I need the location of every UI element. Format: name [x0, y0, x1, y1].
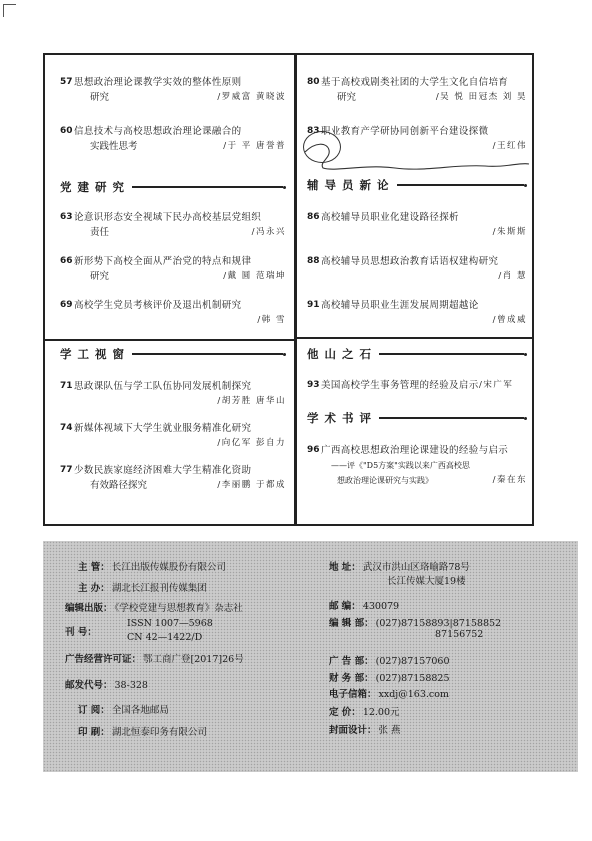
page-number: 60 — [60, 126, 73, 136]
article-subtitle: ——评《"D5方案"实践以来广西高校思 — [331, 461, 470, 470]
article-subtitle-cont: 想政治理论课研究与实践》 — [337, 476, 433, 485]
page-number: 96 — [307, 445, 320, 455]
article-title-cont: 责任 — [90, 227, 110, 238]
section-rule — [132, 353, 283, 355]
info-serial-number: 刊 号： ISSN 1007—5968 CN 42—1422/D — [65, 618, 213, 643]
page-number: 93 — [307, 380, 320, 390]
section-header-book-review — [307, 410, 527, 426]
article-title-cont: 研究 — [90, 271, 110, 282]
toc-entry[interactable] — [60, 124, 286, 154]
section-rule — [397, 184, 525, 186]
page-number: 71 — [60, 381, 73, 391]
toc-entry[interactable] — [60, 421, 286, 451]
article-title: 基于高校戏剧类社团的大学生文化自信培育 — [321, 77, 509, 88]
section-separator — [45, 339, 294, 341]
page-number: 91 — [307, 300, 320, 310]
toc-entry[interactable] — [307, 443, 527, 488]
toc-entry[interactable] — [60, 254, 286, 284]
article-title: 论意识形态安全视域下民办高校基层党组织 — [74, 212, 262, 223]
article-title: 高校辅导员职业生涯发展周期超越论 — [321, 300, 479, 311]
column-divider — [294, 53, 297, 526]
toc-entry[interactable] — [60, 75, 286, 105]
article-title: 新媒体视域下大学生就业服务精准化研究 — [74, 423, 252, 434]
info-email: 电子信箱： xxdj@163.com — [329, 689, 449, 700]
article-authors: /吴 悦 田冠杰 刘 昊 — [435, 92, 527, 102]
info-editor-publisher: 编辑出版： 《学校党建与思想教育》杂志社 — [65, 603, 243, 614]
toc-entry[interactable] — [60, 298, 286, 328]
article-authors: /肖 慧 — [498, 271, 527, 281]
article-title: 信息技术与高校思想政治理论课融合的 — [74, 126, 242, 137]
section-header-student-affairs — [60, 346, 286, 362]
info-sponsor: 主 办： 湖北长江报刊传媒集团 — [78, 583, 207, 594]
article-title: 高校学生党员考核评价及退出机制研究 — [74, 300, 242, 311]
article-title: 美国高校学生事务管理的经验及启示 — [321, 380, 479, 391]
article-authors: /冯永兴 — [251, 227, 286, 237]
info-supervisor: 主 管： 长江出版传媒股份有限公司 — [78, 562, 226, 573]
page-number: 74 — [60, 423, 73, 433]
section-label: 学术书评 — [307, 411, 377, 425]
info-postcode: 邮 编： 430079 — [329, 601, 400, 612]
info-ad-phone: 广 告 部： (027)87157060 — [329, 656, 450, 667]
page-number: 80 — [307, 77, 320, 87]
article-title: 思政课队伍与学工队伍协同发展机制探究 — [74, 381, 252, 392]
article-authors: /王红伟 — [492, 141, 527, 151]
article-authors: /罗威富 黄晓波 — [217, 92, 286, 102]
article-title-cont: 有效路径探究 — [90, 480, 148, 491]
info-ad-license: 广告经营许可证： 鄂工商广登[2017]26号 — [65, 654, 244, 665]
page-number: 63 — [60, 212, 73, 222]
page-number: 86 — [307, 212, 320, 222]
article-title-cont: 研究 — [337, 92, 357, 103]
info-address: 地 址： 武汉市洪山区珞喻路78号 长江传媒大厦19楼 — [329, 562, 470, 587]
article-title: 新形势下高校全面从严治党的特点和规律 — [74, 256, 252, 267]
toc-entry[interactable] — [307, 378, 527, 393]
article-title: 职业教育产学研协同创新平台建设探微 — [321, 126, 489, 137]
section-separator — [297, 337, 532, 339]
info-finance-phone: 财 务 部： (027)87158825 — [329, 673, 450, 684]
page-number: 66 — [60, 256, 73, 266]
section-rule — [379, 353, 524, 355]
article-authors: /秦在东 — [492, 475, 527, 485]
article-authors: /韩 雪 — [257, 315, 286, 325]
info-postal-code-number: 邮发代号： 38-328 — [65, 680, 148, 691]
section-rule — [379, 417, 524, 419]
info-editorial-phone: 编 辑 部： (027)87158893|87158852 87156752 — [329, 618, 502, 640]
section-rule — [132, 186, 283, 188]
page-number: 83 — [307, 126, 320, 136]
crop-mark — [3, 4, 16, 17]
toc-entry[interactable] — [60, 379, 286, 409]
article-authors: /戴 圆 范瑞坤 — [223, 271, 286, 281]
article-authors: /朱斯斯 — [492, 227, 527, 237]
info-price: 定 价： 12.00元 — [329, 707, 400, 718]
info-printer: 印 刷： 湖北恒泰印务有限公司 — [78, 727, 207, 738]
article-authors: /于 平 唐誉普 — [223, 141, 286, 151]
toc-entry[interactable] — [307, 298, 527, 328]
article-authors: /李丽鹏 于都成 — [217, 480, 286, 490]
article-authors: /胡芳胜 唐华山 — [217, 396, 286, 406]
section-label: 学工视窗 — [60, 347, 130, 361]
page-number: 57 — [60, 77, 73, 87]
section-label: 党建研究 — [60, 180, 130, 194]
page-number: 77 — [60, 465, 73, 475]
article-title: 高校辅导员职业化建设路径探析 — [321, 212, 459, 223]
page-number: 88 — [307, 256, 320, 266]
section-header-other-mountain — [307, 346, 527, 362]
article-title: 高校辅导员思想政治教育话语权建构研究 — [321, 256, 499, 267]
article-authors: /宋广军 — [479, 380, 514, 390]
info-cover-design: 封面设计： 张 燕 — [329, 725, 401, 736]
info-subscription: 订 阅： 全国各地邮局 — [78, 705, 169, 716]
toc-entry[interactable] — [60, 463, 286, 493]
article-title-cont: 实践性思考 — [90, 141, 138, 152]
toc-entry[interactable] — [307, 210, 527, 240]
page-number: 69 — [60, 300, 73, 310]
article-title: 思想政治理论课教学实效的整体性原则 — [74, 77, 242, 88]
section-label: 辅导员新论 — [307, 178, 395, 192]
toc-entry[interactable] — [60, 210, 286, 240]
article-authors: /曾成威 — [492, 315, 527, 325]
article-title: 广西高校思想政治理论课建设的经验与启示 — [321, 445, 509, 456]
toc-entry[interactable] — [307, 254, 527, 284]
section-header-party-building — [60, 179, 286, 195]
article-title-cont: 研究 — [90, 92, 110, 103]
article-title: 少数民族家庭经济困难大学生精准化资助 — [74, 465, 252, 476]
article-authors: /向亿军 彭自力 — [217, 438, 286, 448]
handwritten-scribble-mark — [305, 138, 530, 178]
section-label: 他山之石 — [307, 347, 377, 361]
toc-entry[interactable] — [307, 75, 527, 105]
section-header-counselor — [307, 177, 527, 193]
